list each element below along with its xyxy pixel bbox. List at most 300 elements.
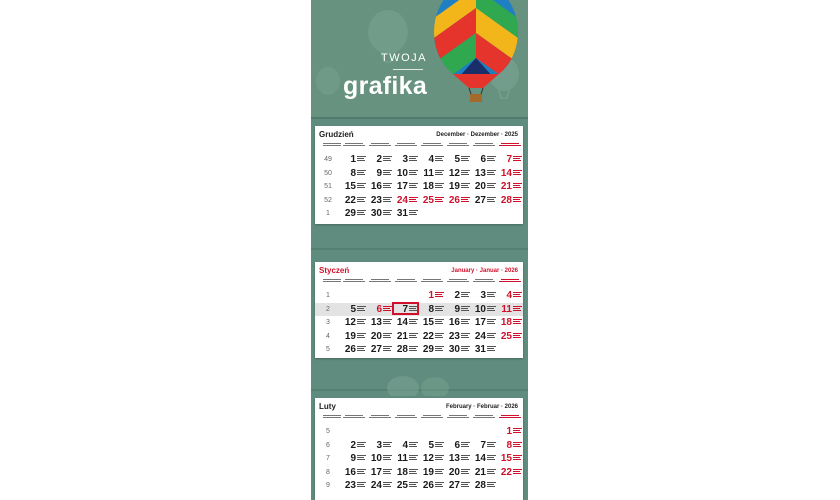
week-row	[315, 194, 523, 207]
day-number: 7	[480, 439, 486, 451]
week-row	[315, 153, 523, 166]
day-cell	[369, 153, 395, 166]
day-number: 8	[506, 439, 512, 451]
day-cell	[421, 316, 447, 329]
week-number: 51	[324, 183, 332, 191]
day-number: 26	[448, 194, 460, 206]
day-number: 9	[454, 303, 460, 315]
name-day-text	[513, 319, 524, 327]
day-number: 16	[448, 317, 460, 329]
day-cell	[343, 479, 369, 492]
day-cell	[369, 207, 395, 220]
name-day-text	[409, 482, 420, 490]
name-day-text	[461, 333, 472, 341]
week-number: 4	[326, 332, 330, 340]
name-day-text	[435, 455, 446, 463]
weekday-label	[393, 278, 419, 283]
day-number: 6	[454, 439, 460, 451]
day-cell	[499, 194, 525, 207]
day-cell	[473, 316, 499, 329]
name-day-text	[409, 170, 420, 178]
name-day-text	[357, 469, 368, 477]
name-day-text	[357, 442, 368, 450]
day-cell	[447, 289, 473, 302]
day-number: 3	[402, 154, 408, 165]
day-number: 20	[448, 466, 460, 478]
name-day-text	[409, 333, 420, 341]
day-cell	[447, 479, 473, 492]
weekday-label	[445, 414, 471, 419]
day-number: 29	[344, 208, 356, 220]
day-cell	[447, 167, 473, 180]
day-cell	[499, 452, 525, 465]
weekday-label	[419, 278, 445, 283]
day-number: 24	[370, 480, 382, 492]
name-day-text	[435, 306, 446, 314]
day-number: 7	[506, 154, 512, 165]
weekday-label	[341, 278, 367, 283]
day-cell	[447, 343, 473, 356]
name-day-text	[513, 170, 524, 178]
day-number: 20	[474, 181, 486, 193]
name-day-text	[357, 306, 368, 314]
day-cell	[395, 180, 421, 193]
name-day-text	[409, 156, 420, 164]
header-divider	[311, 117, 528, 119]
month-name: Grudzień	[319, 130, 354, 139]
week-number: 9	[326, 482, 330, 490]
weekday-label	[497, 414, 523, 419]
day-number: 17	[396, 181, 408, 193]
week-number: 6	[326, 441, 330, 449]
day-cell	[421, 289, 447, 302]
day-number: 11	[423, 167, 434, 179]
name-day-text	[409, 210, 420, 218]
name-day-text	[409, 442, 420, 450]
name-day-text	[513, 197, 524, 205]
day-cell	[421, 479, 447, 492]
day-number: 11	[501, 303, 512, 315]
week-row	[315, 167, 523, 180]
day-cell	[343, 439, 369, 452]
day-cell	[447, 194, 473, 207]
day-cell	[421, 194, 447, 207]
day-number: 17	[474, 317, 486, 329]
week-number: 1	[326, 292, 330, 299]
day-number: 1	[506, 426, 512, 437]
day-number: 22	[500, 466, 512, 478]
name-day-text	[487, 183, 498, 191]
day-number: 16	[370, 181, 382, 193]
name-day-text	[409, 346, 420, 354]
name-day-text	[435, 197, 446, 205]
day-number: 19	[422, 466, 434, 478]
day-cell	[499, 439, 525, 452]
wall-calendar	[311, 0, 528, 500]
day-cell	[447, 452, 473, 465]
name-day-text	[513, 428, 524, 436]
name-day-text	[487, 292, 498, 300]
name-day-text	[357, 183, 368, 191]
name-day-text	[383, 442, 394, 450]
name-day-text	[357, 156, 368, 164]
month-january	[315, 262, 523, 358]
hot-air-balloon-icon	[429, 0, 523, 106]
day-number: 21	[474, 466, 486, 478]
day-cell	[473, 153, 499, 166]
week-row	[315, 316, 523, 329]
day-number: 19	[344, 330, 356, 342]
day-cell	[343, 153, 369, 166]
day-cell	[421, 452, 447, 465]
name-day-text	[461, 306, 472, 314]
name-day-text	[487, 346, 498, 354]
week-number: 50	[324, 169, 332, 177]
name-day-text	[409, 183, 420, 191]
day-cell	[395, 439, 421, 452]
day-number: 1	[350, 154, 356, 165]
name-day-text	[357, 346, 368, 354]
week-row	[315, 343, 523, 356]
day-cell	[395, 330, 421, 343]
day-number: 29	[422, 344, 434, 356]
name-day-text	[357, 319, 368, 327]
day-cell	[421, 439, 447, 452]
day-number: 13	[448, 453, 460, 465]
day-number: 4	[428, 154, 434, 165]
day-cell	[421, 466, 447, 479]
week-row	[315, 439, 523, 452]
name-day-text	[383, 183, 394, 191]
day-cell	[395, 466, 421, 479]
day-number: 15	[422, 317, 434, 329]
day-cell	[499, 167, 525, 180]
day-cell	[473, 167, 499, 180]
name-day-text	[383, 346, 394, 354]
day-number: 17	[370, 466, 382, 478]
weekday-label	[497, 142, 523, 147]
day-number: 6	[480, 154, 486, 165]
name-day-text	[435, 183, 446, 191]
month-title: February · Februar · 2026	[445, 404, 518, 410]
day-cell	[473, 343, 499, 356]
weekday-label	[367, 414, 393, 419]
day-cell	[499, 425, 525, 438]
day-number: 30	[370, 208, 382, 220]
day-cell	[447, 303, 473, 316]
name-day-text	[383, 319, 394, 327]
day-cell	[395, 194, 421, 207]
name-day-text	[487, 442, 498, 450]
day-number: 24	[396, 194, 408, 206]
name-day-text	[487, 482, 498, 490]
day-cell	[499, 180, 525, 193]
day-number: 28	[396, 344, 408, 356]
day-number: 2	[350, 439, 356, 451]
name-day-text	[409, 469, 420, 477]
weekday-label	[445, 142, 471, 147]
weekday-label	[419, 414, 445, 419]
name-day-text	[409, 319, 420, 327]
day-cell	[343, 316, 369, 329]
day-cell	[369, 330, 395, 343]
day-number: 14	[396, 317, 408, 329]
name-day-text	[487, 469, 498, 477]
name-day-text	[461, 469, 472, 477]
day-number: 13	[474, 167, 486, 179]
day-number: 10	[474, 303, 486, 315]
name-day-text	[435, 156, 446, 164]
weekday-label	[471, 142, 497, 147]
day-number: 21	[500, 181, 512, 193]
day-cell	[421, 303, 447, 316]
week-number: 49	[324, 156, 332, 163]
week-number: 8	[326, 468, 330, 476]
day-number: 1	[428, 290, 434, 301]
name-day-text	[435, 292, 446, 300]
day-number: 8	[350, 167, 356, 179]
month-title: January · Januar · 2026	[451, 268, 518, 274]
day-cell	[395, 316, 421, 329]
name-day-text	[383, 333, 394, 341]
weekday-label	[367, 142, 393, 147]
day-number: 23	[448, 330, 460, 342]
background-balloon-icon	[383, 374, 453, 396]
day-number: 5	[454, 154, 460, 165]
day-cell	[499, 330, 525, 343]
name-day-text	[513, 156, 524, 164]
name-day-text	[487, 156, 498, 164]
day-number: 23	[370, 194, 382, 206]
day-cell	[343, 194, 369, 207]
week-number: 2	[326, 305, 330, 313]
day-number: 18	[500, 317, 512, 329]
weekday-header-row	[315, 278, 523, 288]
day-cell	[421, 167, 447, 180]
name-day-text	[357, 455, 368, 463]
day-cell	[395, 207, 421, 220]
name-day-text	[513, 455, 524, 463]
name-day-text	[461, 156, 472, 164]
weekday-label	[445, 278, 471, 283]
name-day-text	[513, 183, 524, 191]
weekday-header-row	[315, 414, 523, 424]
day-number: 12	[448, 167, 460, 179]
week-row	[315, 425, 523, 438]
day-cell	[473, 330, 499, 343]
day-cell	[343, 303, 369, 316]
week-number: 52	[324, 196, 332, 204]
weekday-label	[341, 142, 367, 147]
month-title: December · Dezember · 2025	[436, 132, 518, 138]
month-divider	[311, 248, 528, 250]
name-day-text	[487, 455, 498, 463]
day-number: 23	[344, 480, 356, 492]
month-december	[315, 126, 523, 224]
day-number: 16	[344, 466, 356, 478]
day-number: 31	[396, 208, 408, 220]
day-cell	[343, 466, 369, 479]
brand-line-1: TWOJA	[381, 52, 427, 64]
name-day-text	[409, 197, 420, 205]
day-number: 22	[422, 330, 434, 342]
day-cell	[369, 452, 395, 465]
day-cell	[499, 316, 525, 329]
day-number: 8	[428, 303, 434, 315]
name-day-text	[461, 319, 472, 327]
background-balloon-icon	[313, 66, 343, 106]
day-cell	[473, 194, 499, 207]
day-number: 15	[344, 181, 356, 193]
day-number: 9	[350, 453, 356, 465]
day-number: 2	[376, 154, 382, 165]
name-day-text	[461, 183, 472, 191]
brand-divider	[393, 69, 423, 70]
day-cell	[473, 452, 499, 465]
day-number: 4	[506, 290, 512, 301]
weekday-label	[471, 414, 497, 419]
week-number: 1	[326, 210, 330, 218]
day-number: 5	[428, 439, 434, 451]
day-cell	[369, 167, 395, 180]
day-cell	[473, 466, 499, 479]
week-row	[315, 452, 523, 465]
day-cell	[369, 343, 395, 356]
day-number: 28	[500, 194, 512, 206]
day-cell	[395, 167, 421, 180]
day-cell	[395, 343, 421, 356]
day-cell	[447, 180, 473, 193]
day-number: 25	[500, 330, 512, 342]
day-number: 3	[480, 290, 486, 301]
name-day-text	[487, 197, 498, 205]
name-day-text	[513, 469, 524, 477]
week-row	[315, 180, 523, 193]
day-cell	[343, 180, 369, 193]
day-cell	[369, 180, 395, 193]
day-cell	[343, 207, 369, 220]
day-number: 2	[454, 290, 460, 301]
weekday-label	[471, 278, 497, 283]
day-cell	[421, 153, 447, 166]
name-day-text	[461, 170, 472, 178]
day-cell	[369, 316, 395, 329]
name-day-text	[461, 442, 472, 450]
day-number: 30	[448, 344, 460, 356]
day-cell	[499, 153, 525, 166]
day-number: 5	[350, 303, 356, 315]
name-day-text	[513, 292, 524, 300]
week-row	[315, 289, 523, 302]
name-day-text	[383, 210, 394, 218]
day-number: 10	[370, 453, 382, 465]
week-row	[315, 207, 523, 220]
name-day-text	[435, 442, 446, 450]
day-number: 3	[376, 439, 382, 451]
weekday-header-row	[315, 142, 523, 152]
name-day-text	[461, 346, 472, 354]
day-number: 12	[344, 317, 356, 329]
day-number: 22	[344, 194, 356, 206]
day-number: 27	[448, 480, 460, 492]
day-number: 11	[397, 453, 408, 465]
name-day-text	[513, 306, 524, 314]
day-number: 26	[422, 480, 434, 492]
day-number: 18	[422, 181, 434, 193]
day-number: 6	[376, 303, 382, 315]
day-number: 28	[474, 480, 486, 492]
week-number: 3	[326, 319, 330, 327]
day-number: 24	[474, 330, 486, 342]
day-number: 20	[370, 330, 382, 342]
name-day-text	[435, 319, 446, 327]
day-cell	[447, 316, 473, 329]
day-number: 4	[402, 439, 408, 451]
day-number: 13	[370, 317, 382, 329]
day-number: 27	[474, 194, 486, 206]
day-cell	[447, 330, 473, 343]
name-day-text	[461, 197, 472, 205]
day-cell	[343, 343, 369, 356]
name-day-text	[357, 333, 368, 341]
weekday-label	[419, 142, 445, 147]
brand-line-2: grafika	[343, 72, 428, 100]
day-cell	[421, 343, 447, 356]
month-name: Luty	[319, 402, 336, 411]
day-cell	[395, 303, 421, 316]
weekday-label	[497, 278, 523, 283]
day-cell	[343, 167, 369, 180]
day-cell	[473, 180, 499, 193]
name-day-text	[383, 482, 394, 490]
day-number: 12	[422, 453, 434, 465]
week-number: 5	[326, 428, 330, 435]
name-day-text	[357, 170, 368, 178]
name-day-text	[383, 156, 394, 164]
day-cell	[421, 180, 447, 193]
day-number: 25	[396, 480, 408, 492]
name-day-text	[487, 319, 498, 327]
name-day-text	[409, 455, 420, 463]
name-day-text	[357, 197, 368, 205]
day-cell	[395, 153, 421, 166]
day-cell	[473, 479, 499, 492]
name-day-text	[409, 306, 420, 314]
weekday-label	[367, 278, 393, 283]
day-cell	[369, 439, 395, 452]
name-day-text	[383, 170, 394, 178]
name-day-text	[435, 346, 446, 354]
day-number: 7	[402, 303, 408, 315]
name-day-text	[461, 292, 472, 300]
name-day-text	[435, 170, 446, 178]
week-row	[315, 466, 523, 479]
name-day-text	[435, 333, 446, 341]
day-cell	[473, 439, 499, 452]
name-day-text	[513, 333, 524, 341]
day-number: 25	[422, 194, 434, 206]
day-cell	[447, 439, 473, 452]
name-day-text	[487, 333, 498, 341]
name-day-text	[357, 482, 368, 490]
day-number: 10	[396, 167, 408, 179]
day-cell	[369, 479, 395, 492]
day-cell	[499, 289, 525, 302]
weekday-label	[341, 414, 367, 419]
day-cell	[369, 194, 395, 207]
month-february	[315, 398, 523, 500]
day-cell	[369, 466, 395, 479]
